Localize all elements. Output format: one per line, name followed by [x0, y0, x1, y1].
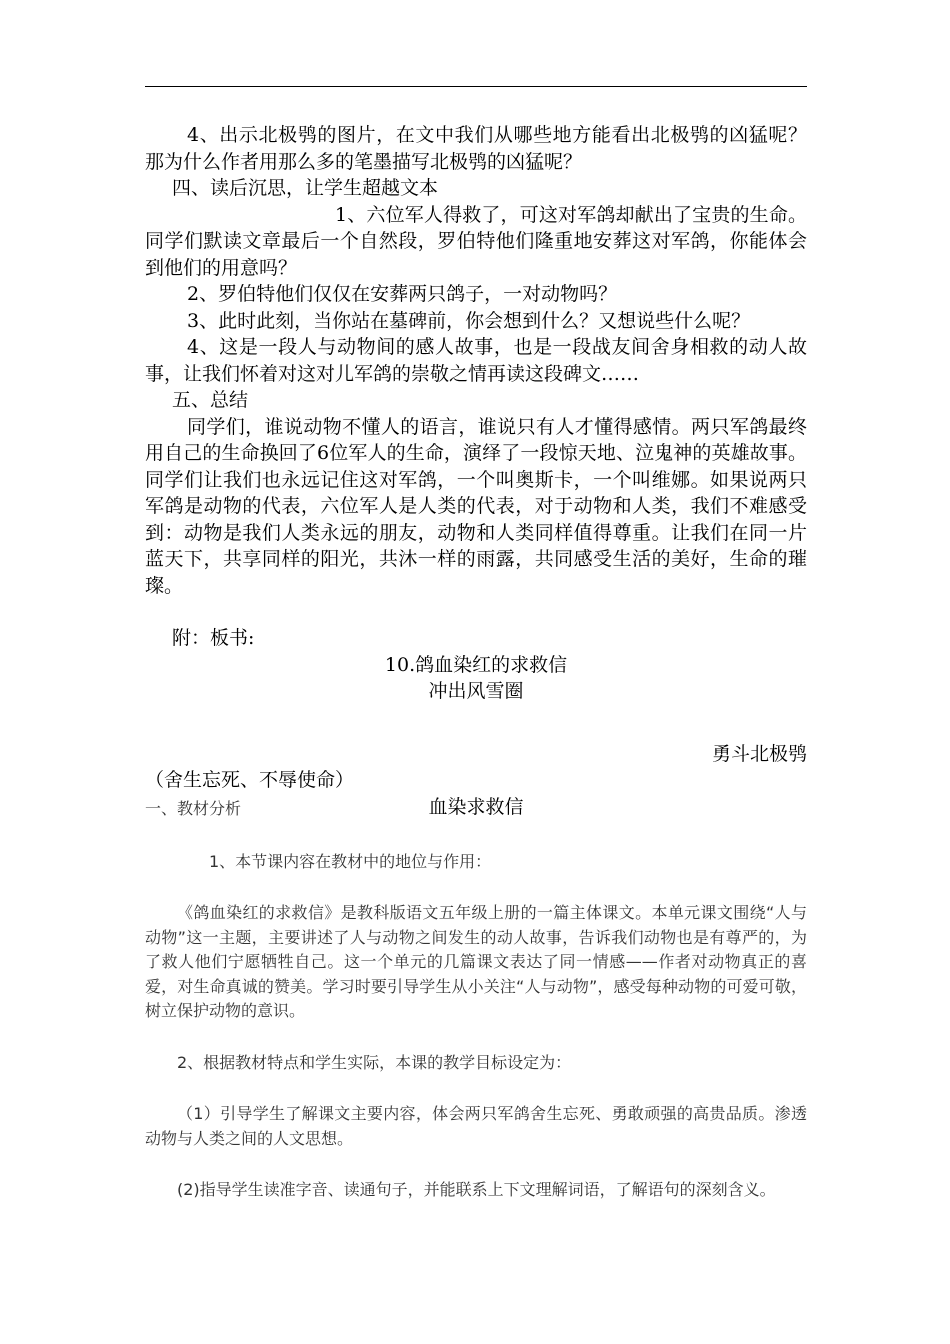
- analysis-paragraph-1: 《鸽血染红的求救信》是教科版语文五年级上册的一篇主体课文。本单元课文围绕“人与动物”这一主题，主要讲述了人与动物之间发生的动人故事，告诉我们动物也是有尊严的，为了救人他们宁愿牺牲自己。这一个单元的几篇课文表达了同一情感——作者对动物真正的喜爱，对生命真诚的赞美。学习时要引导学生从小关注“人与动物”，感受每种动物的可爱可敬，树立保护动物的意识。: [145, 903, 807, 1020]
- spacer: [145, 705, 807, 741]
- paragraph-reflection-4: 4、这是一段人与动物间的感人故事，也是一段战友间舍身相救的动人故事，让我们怀着对这对儿军鸽的崇敬之情再读这段碑文……: [145, 336, 807, 385]
- teaching-goal-1: （1）引导学生了解课文主要内容，体会两只军鸽舍生忘死、勇敢顽强的高贵品质。渗透动物与人类之间的人文思想。: [145, 1104, 807, 1148]
- paragraph-reflection-2: 2、罗伯特他们仅仅在安葬两只鸽子，一对动物吗？: [187, 283, 618, 305]
- spacer: [145, 599, 807, 625]
- board-line-4: 血染求救信: [428, 795, 524, 818]
- board-line-1: 冲出风雪圈: [428, 680, 524, 702]
- board-label: 附：板书:: [172, 627, 255, 649]
- board-line-3: （舍生忘死、不辱使命）: [145, 769, 355, 791]
- teaching-goal-2: (2)指导学生读准字音、读通句子，并能联系上下文理解词语，了解语句的深刻含义。: [177, 1180, 776, 1199]
- analysis-subheading-2: 2、根据教材特点和学生实际，本课的教学目标设定为：: [177, 1052, 572, 1072]
- section-heading-5: 五、总结: [172, 389, 249, 411]
- board-line-2: 勇斗北极鸮: [711, 742, 807, 765]
- section-heading-4: 四、读后沉思，让学生超越文本: [172, 177, 439, 199]
- textbook-analysis: [145, 797, 807, 1230]
- paragraph-reflection-3: 3、此时此刻，当你站在墓碑前，你会想到什么？又想说些什么呢？: [187, 309, 751, 332]
- lesson-plan-body: [145, 122, 807, 820]
- paragraph-summary: 同学们，谁说动物不懂人的语言，谁说只有人才懂得感情。两只军鸽最终用自己的生命换回了6位军人的生命，演绎了一段惊天地、泣鬼神的英雄故事。同学们让我们也永远记住这对军鸽，一个叫奥斯卡，一个叫维娜。如果说两只军鸽是动物的代表，六位军人是人类的代表，对于动物和人类，我们不难感受到：动物是我们人类永远的朋友，动物和人类同样值得尊重。让我们在同一片蓝天下，共享同样的阳光，共沐一样的雨露，共同感受生活的美好，生命的璀璨。: [145, 415, 807, 597]
- header-rule: [145, 86, 807, 87]
- paragraph-reflection-1: 1、六位军人得救了，可这对军鸽却献出了宝贵的生命。同学们默读文章最后一个自然段，罗伯特他们隆重地安葬这对军鸽，你能体会到他们的用意吗？: [145, 203, 807, 279]
- board-title: 10.鸽血染红的求救信: [384, 653, 568, 676]
- analysis-heading: 一、教材分析: [145, 799, 242, 818]
- analysis-subheading-1: 1、本节课内容在教材中的地位与作用：: [209, 851, 492, 871]
- paragraph-question-4: 4、出示北极鸮的图片，在文中我们从哪些地方能看出北极鸮的凶猛呢？那为什么作者用那么多的笔墨描写北极鸮的凶猛呢？: [145, 124, 807, 173]
